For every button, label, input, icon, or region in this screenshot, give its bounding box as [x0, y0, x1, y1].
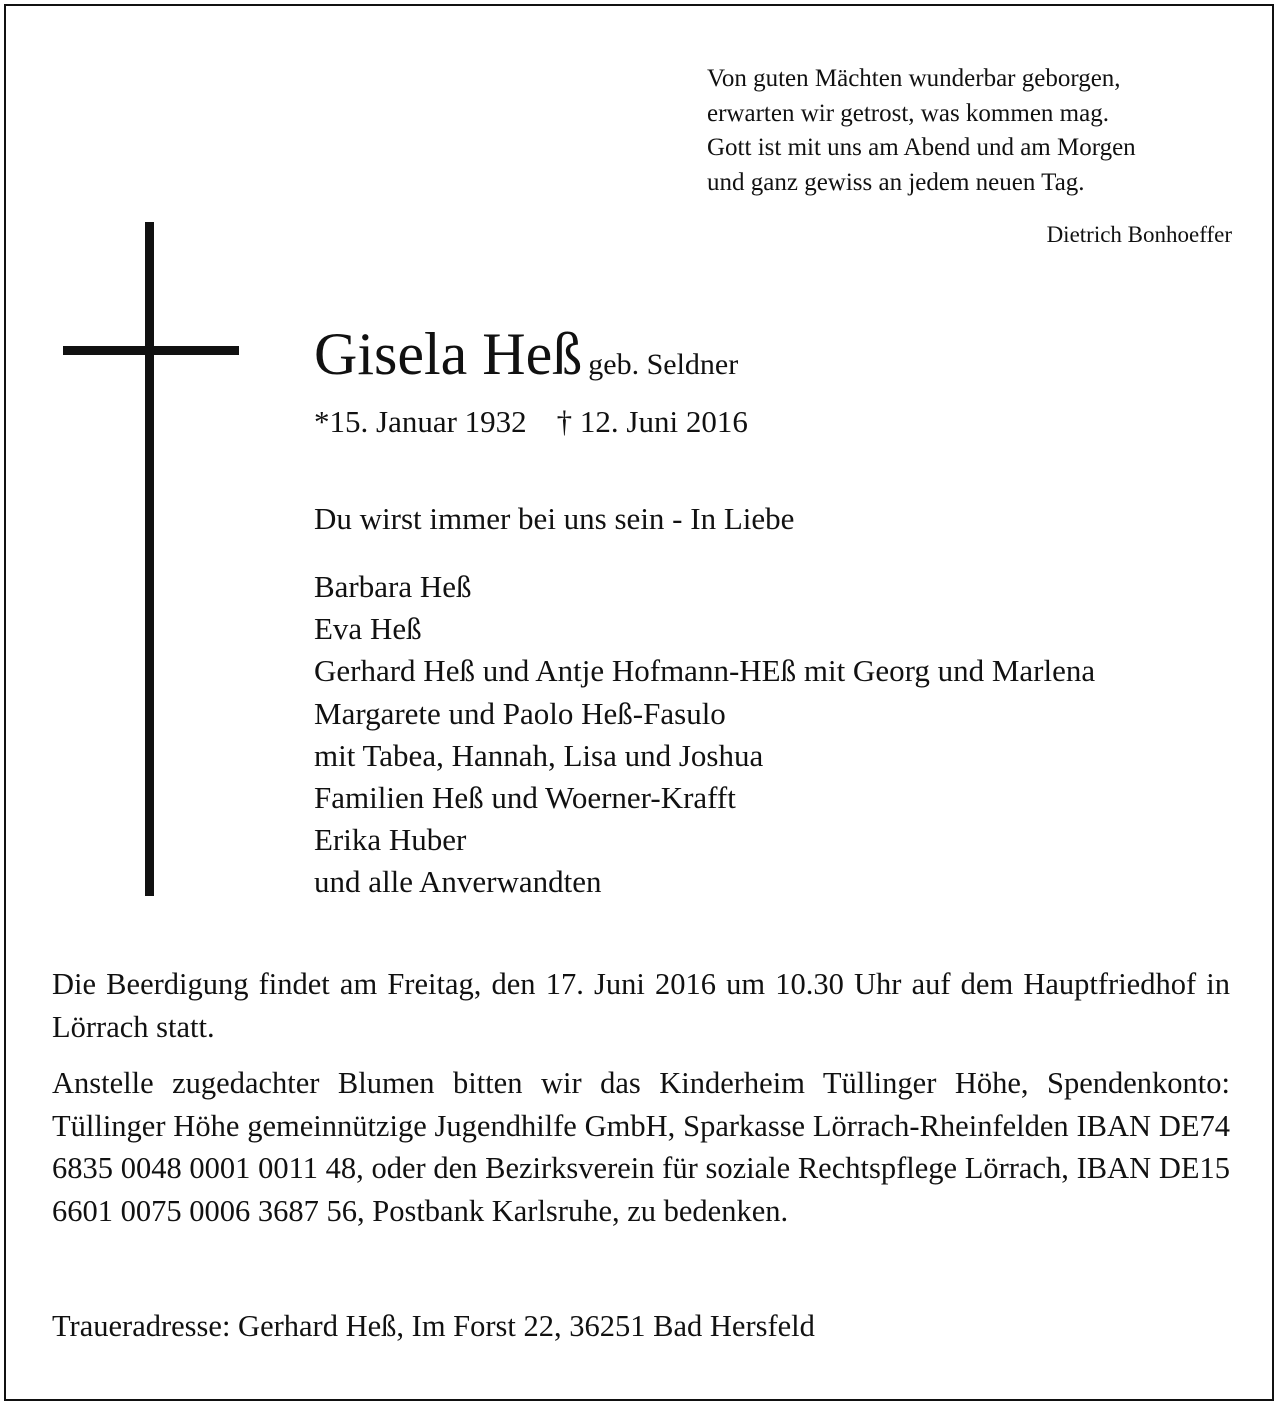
poem-line: Von guten Mächten wunderbar geborgen,	[707, 65, 1121, 92]
mourner: Erika Huber	[314, 822, 467, 858]
mourner: Familien Heß und Woerner-Krafft	[314, 780, 736, 816]
mourner: Eva Heß	[314, 611, 422, 647]
birth-date: *15. Januar 1932	[314, 404, 527, 439]
mourner: und alle Anverwandten	[314, 864, 602, 900]
motto: Du wirst immer bei uns sein - In Liebe	[314, 501, 795, 536]
deceased-name-line	[314, 318, 738, 390]
cross-vertical-bar	[145, 222, 154, 896]
mourners-list	[314, 566, 1095, 904]
mourner: Barbara Heß	[314, 569, 472, 604]
funeral-notice: Die Beerdigung findet am Freitag, den 17. Juni 2016 um 10.30 Uhr auf dem Hauptfriedhof in Lörrach statt.	[52, 967, 1230, 1044]
mourner: Gerhard Heß und Antje Hofmann-HEß mit Georg und Marlena	[314, 653, 1096, 689]
poem-author: Dietrich Bonhoeffer	[1046, 222, 1232, 247]
life-dates	[314, 402, 748, 442]
poem	[707, 62, 1247, 200]
deceased-name: Gisela Heß	[314, 321, 583, 387]
mourner: mit Tabea, Hannah, Lisa und Joshua	[314, 737, 764, 773]
poem-line: und ganz gewiss an jedem neuen Tag.	[707, 168, 1085, 196]
poem-line: Gott ist mit uns am Abend und am Morgen	[707, 134, 1136, 161]
donation-notice: Anstelle zugedachter Blumen bitten wir das Kinderheim Tüllinger Höhe, Spendenkonto: Tüllinger Höhe gemeinnützige Jugendhilfe GmbH, Sparkasse Lörrach-Rheinfelden IBAN DE74 6835 0048 0001 0011 48, oder den Bezirksverein für soziale Rechtspflege Lörrach, IBAN DE15 6601 0075 0006 3687 56, Postbank Karlsruhe, zu bedenken.	[52, 1066, 1230, 1228]
death-date: † 12. Juni 2016	[556, 404, 748, 439]
mourner: Margarete und Paolo Heß-Fasulo	[314, 695, 726, 731]
poem-line: erwarten wir getrost, was kommen mag.	[707, 99, 1109, 127]
mourning-address: Traueradresse: Gerhard Heß, Im Forst 22, 36251 Bad Hersfeld	[52, 1309, 815, 1343]
cross-horizontal-bar	[63, 346, 239, 355]
maiden-name: geb. Seldner	[588, 348, 739, 381]
